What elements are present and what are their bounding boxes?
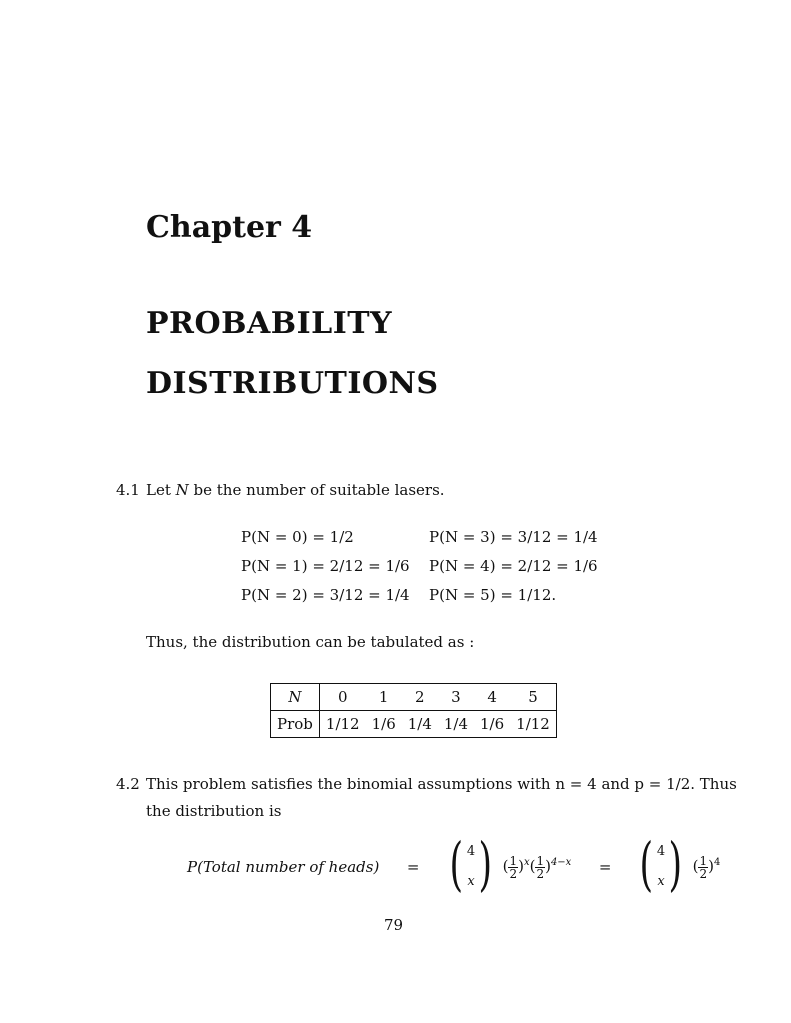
left-paren-icon: ( [639, 830, 654, 898]
binomial-formula [187, 830, 721, 898]
table-row [271, 684, 557, 711]
table-cell: 1/4 [407, 715, 432, 733]
table-cell: 4 [474, 684, 510, 711]
equation-p4: P(N = 4) = 2/12 = 1/6 [429, 557, 598, 575]
fraction-denominator: 2 [509, 866, 518, 881]
equation-p2: P(N = 2) = 3/12 = 1/4 [241, 586, 410, 604]
right-paren-icon: ) [668, 830, 683, 898]
table-cell: 2 [402, 684, 438, 711]
equation-p5: P(N = 5) = 1/12. [429, 586, 557, 604]
fraction-numerator: 1 [509, 853, 518, 868]
right-paren-icon: ) [478, 830, 493, 898]
formula-equals-2: = [598, 858, 612, 876]
formula-equals-1: = [406, 858, 420, 876]
binomial-coefficient-1 [449, 830, 493, 898]
table-cell: 1 [366, 684, 402, 711]
problem-4-2-line-2: the distribution is [146, 802, 282, 820]
table-header-prob: Prob [271, 711, 320, 738]
term-1: ( $\frac{1}{2}$ )$^x$( $\frac{1}{2}$ )$^{4-x}$ [502, 853, 572, 881]
exponent-4-minus-x: 4−x [550, 857, 572, 868]
binom-bottom: x [657, 874, 665, 889]
table-row [271, 711, 557, 738]
fraction [508, 855, 518, 880]
binom-bottom: x [467, 874, 475, 889]
equation-p1: P(N = 1) = 2/12 = 1/6 [241, 557, 410, 575]
table-header-n: N [271, 684, 320, 711]
table-cell: 0 [319, 684, 365, 711]
fraction [535, 855, 545, 880]
fraction [698, 855, 708, 880]
fraction-denominator: 2 [699, 866, 708, 881]
page-number: 79 [384, 916, 404, 934]
equation-p0: P(N = 0) = 1/2 [241, 528, 354, 546]
exponent-x: x [523, 857, 530, 868]
fraction-numerator: 1 [536, 853, 545, 868]
problem-4-1-text [146, 481, 445, 499]
equation-p3: P(N = 3) = 3/12 = 1/4 [429, 528, 598, 546]
binom-top: 4 [656, 844, 666, 859]
table-cell: 5 [510, 684, 556, 711]
table-cell: 1/12 [516, 715, 550, 733]
table-cell: 3 [438, 684, 474, 711]
table-cell: 1/6 [480, 715, 505, 733]
problem-4-1-variable: N [175, 481, 189, 499]
chapter-label: Chapter 4 [146, 210, 313, 245]
binomial-coefficient-2 [639, 830, 683, 898]
chapter-title-line-2: DISTRIBUTIONS [146, 366, 439, 401]
distribution-table [270, 683, 557, 738]
table-cell: 1/4 [443, 715, 469, 733]
term-2: ( $\frac{1}{2}$ )$^4$ [692, 853, 721, 881]
problem-4-2-number: 4.2 [116, 775, 140, 793]
binom-top: 4 [466, 844, 476, 859]
problem-4-1-text-after: be the number of suitable lasers. [188, 481, 445, 499]
fraction-denominator: 2 [536, 866, 545, 881]
table-cell: 1/6 [371, 715, 396, 733]
exponent-4: 4 [713, 857, 721, 868]
fraction-numerator: 1 [699, 853, 708, 868]
formula-lhs: P(Total number of heads) [187, 858, 380, 876]
problem-4-1-number: 4.1 [116, 481, 140, 499]
tabulated-text: Thus, the distribution can be tabulated as : [146, 633, 475, 651]
table-cell: 1/12 [325, 715, 360, 733]
problem-4-1-text-before: Let [146, 481, 176, 499]
left-paren-icon: ( [449, 830, 464, 898]
chapter-title-line-1: PROBABILITY [146, 306, 393, 341]
problem-4-2-line-1: This problem satisfies the binomial assumptions with n = 4 and p = 1/2. Thus [146, 775, 737, 793]
